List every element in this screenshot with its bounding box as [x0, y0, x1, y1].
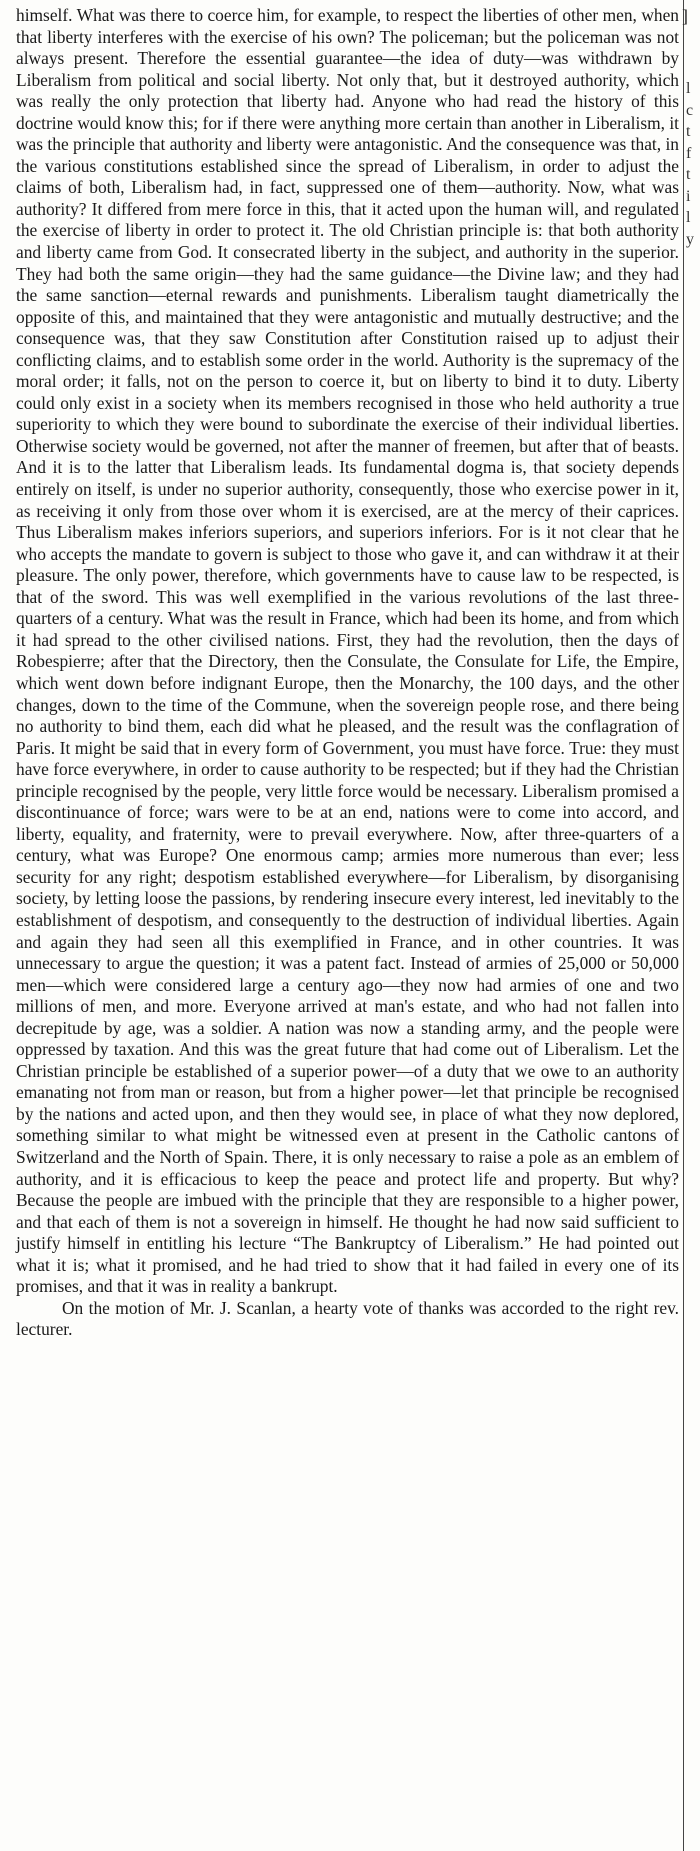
fragment-letter: l: [686, 80, 691, 97]
fragment-letter: c: [686, 101, 694, 119]
article-column: [16, 5, 679, 1341]
fragment-letter: i: [686, 187, 691, 205]
fragment-letter: t: [686, 166, 691, 183]
adjacent-column-fragments: [686, 78, 700, 250]
fragment-letter: l: [686, 209, 691, 226]
fragment-letter: y: [686, 230, 694, 248]
fragment-letter: f: [686, 144, 692, 162]
article-paragraph-main: himself. What was there to coerce him, for example, to respect the liberties of other men, when that liberty interferes with the exercise of his own? The policeman; but the policeman was not always present. Therefore the essential guarantee—the idea of duty—was withdrawn by Liberalism from political and social liberty. Not only that, but it destroyed authority, which was really the only protection that liberty had. Anyone who had read the history of this doctrine would know this; for if there were anything more certain than another in Liberalism, it was the principle that authority and liberty were antagonistic. And the consequence was that, in the various constitutions established since the spread of Liberalism, in order to adjust the claims of both, Liberalism had, in fact, suppressed one of them—authority. Now, what was authority? It differed from mere force in this, that it acted upon the human will, and regulated the exercise of liberty in order to protect it. The old Christian principle is: that both authority and liberty came from God. It consecrated liberty in the subject, and authority in the superior. They had both the same origin—they had the same guidance—the Divine law; and they had the same sanction—eternal rewards and punishments. Liberalism taught diametrically the opposite of this, and maintained that they were antagonistic and mutually destructive; and the consequence was, that they saw Constitution after Constitution raised up to adjust their conflicting claims, and to establish some order in the world. Authority is the supremacy of the moral order; it falls, not on the person to coerce it, but on liberty to bind it to duty. Liberty could only exist in a society when its members recognised in those who held authority a true superiority to which they were bound to subordinate the exercise of their individual liberties. Otherwise society would be governed, not after the manner of freemen, but after that of beasts. And it is to the latter that Liberalism leads. Its fundamental dogma is, that society depends entirely on itself, is under no superior authority, consequently, those who exercise power in it, as receiving it only from those over whom it is exercised, are at the mercy of their caprices. Thus Liberalism makes inferiors superiors, and superiors inferiors. For is it not clear that he who accepts the mandate to govern is subject to those who gave it, and can withdraw it at their pleasure. The only power, therefore, which governments have to cause law to be respected, is that of the sword. This was well exemplified in the various revolutions of the last three-quarters of a century. What was the result in France, which had been its home, and from which it had spread to the other civilised nations. First, they had the revolution, then the days of Robespierre; after that the Directory, then the Consulate, the Consulate for Life, the Empire, which went down before indignant Europe, then the Monarchy, the 100 days, and the other changes, down to the time of the Commune, when the sovereign people rose, and there being no authority to bind them, each did what he pleased, and the result was the conflagration of Paris. It might be said that in every form of Government, you must have force. True: they must have force everywhere, in order to cause authority to be respected; but if they had the Christian principle recognised by the people, very little force would be necessary. Liberalism promised a discontinuance of force; wars were to be at an end, nations were to come into accord, and liberty, equality, and fraternity, were to prevail everywhere. Now, after three-quarters of a century, what was Europe? One enormous camp; armies more numerous than ever; less security for any right; despotism established everywhere—for Liberalism, by disorganising society, by letting loose the passions, by rendering insecure every interest, led inevitably to the establishment of despotism, and consequently to the destruction of individual liberties. Again and again they had seen all this exemplified in France, and in other countries. It was unnecessary to argue the question; it was a patent fact. Instead of armies of 25,000 or 50,000 men—which were considered large a century ago—they now had armies of one and two millions of men, and more. Everyone arrived at man's estate, and who had not fallen into decrepitude by age, was a soldier. A nation was now a standing army, and the people were oppressed by taxation. And this was the great future that had come out of Liberalism. Let the Christian principle be established of a superior power—of a duty that we owe to an authority emanating not from man or reason, but from a higher power—let that principle be recognised by the nations and acted upon, and then they would see, in place of what they now deplored, something similar to what might be witnessed even at present in the Catholic cantons of Switzerland and the North of Spain. There, it is only necessary to raise a pole as an emblem of authority, and it is efficacious to keep the peace and protect life and property. But why? Because the people are imbued with the principle that they are responsible to a higher power, and that each of them is not a sovereign in himself. He thought he had now said sufficient to justify himself in entitling his lecture “The Bankruptcy of Liberalism.” He had pointed out what it is; what it promised, and he had tried to show that it had failed in every one of its promises, and that it was in reality a bankrupt.: [16, 5, 679, 1297]
column-divider-rule: [683, 0, 684, 1851]
fragment-letter: t: [686, 123, 691, 140]
article-paragraph-closing: On the motion of Mr. J. Scanlan, a hearty vote of thanks was accorded to the right rev. lecturer.: [16, 1297, 679, 1340]
bracket-mark: ]: [682, 6, 688, 26]
